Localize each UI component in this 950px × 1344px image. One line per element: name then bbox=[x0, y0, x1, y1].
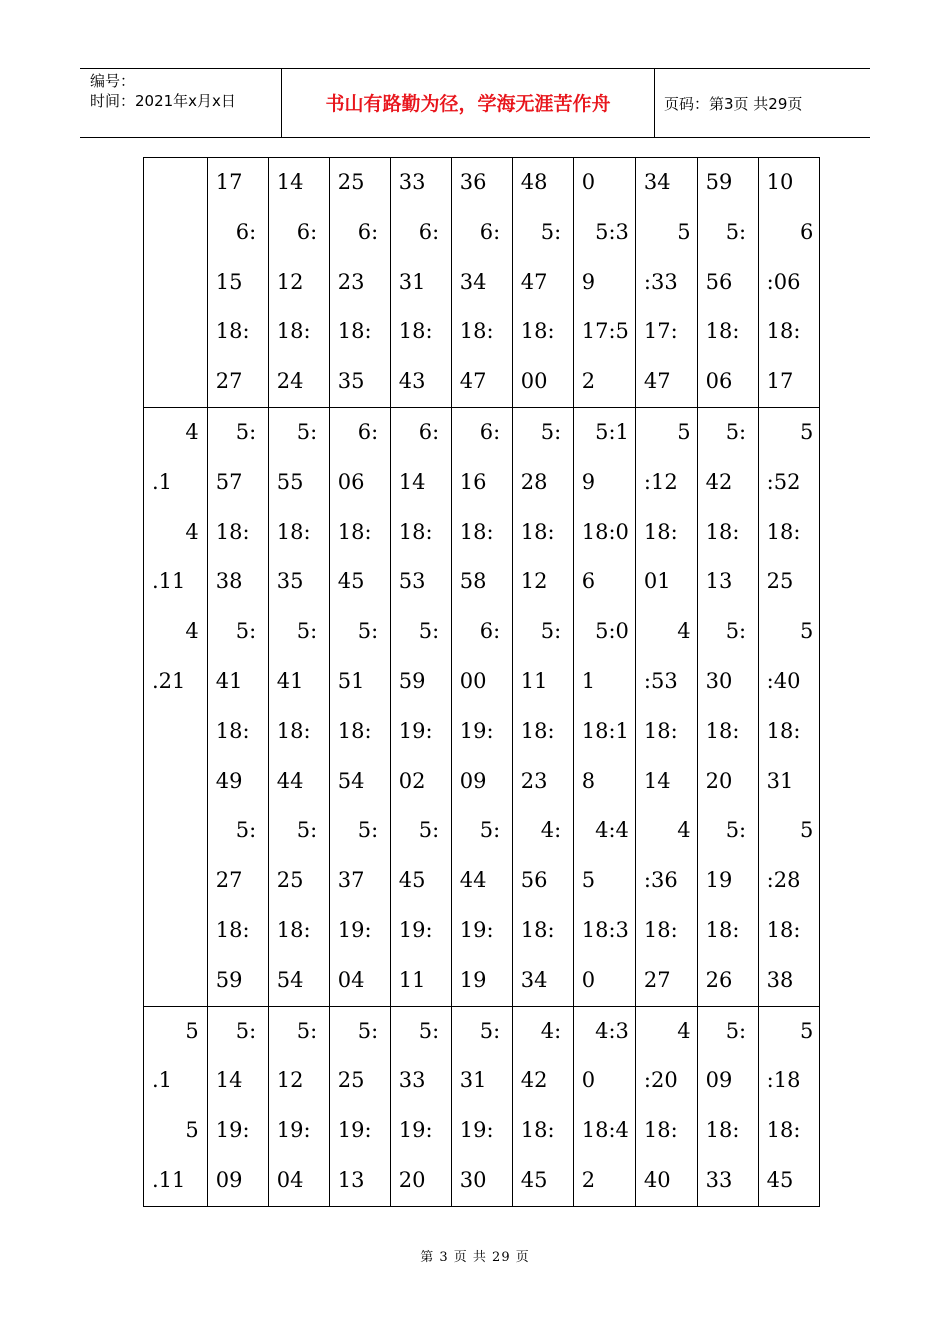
time-cell bbox=[390, 407, 451, 1006]
date-cell bbox=[144, 407, 208, 1006]
cell-line: 33 bbox=[398, 170, 426, 194]
cell-line: 4: bbox=[520, 1018, 562, 1043]
cell-line: 13 bbox=[705, 569, 733, 594]
cell-line: 53 bbox=[398, 569, 426, 594]
cell-line: 41 bbox=[276, 668, 304, 693]
cell-line: 5: bbox=[705, 1018, 747, 1043]
cell-line: 18: bbox=[705, 1118, 740, 1143]
cell-line: 18: bbox=[276, 718, 311, 743]
cell-line: 18: bbox=[215, 319, 250, 344]
cell-line: 0 bbox=[581, 170, 596, 194]
cell-line: 1 bbox=[581, 668, 596, 693]
time-cell bbox=[512, 1006, 573, 1206]
cell-line: 5 bbox=[766, 419, 814, 444]
time-cell bbox=[758, 1006, 820, 1206]
cell-line: 18: bbox=[520, 718, 555, 743]
cell-line: 47 bbox=[643, 369, 671, 394]
cell-line: 25 bbox=[276, 868, 304, 893]
cell-line: 06 bbox=[337, 469, 365, 494]
cell-line: 30 bbox=[459, 1167, 487, 1192]
cell-line: 47 bbox=[459, 369, 487, 394]
cell-line: 4: bbox=[520, 818, 562, 843]
cell-line: 4 bbox=[152, 419, 199, 444]
date-cell bbox=[144, 1006, 208, 1206]
cell-line: 18: bbox=[398, 519, 433, 544]
header-page-info: 页码：第3页 共29页 bbox=[664, 95, 803, 113]
cell-line: 31 bbox=[459, 1068, 487, 1093]
time-cell bbox=[329, 407, 390, 1006]
header-motto: 书山有路勤为径，学海无涯苦作舟 bbox=[325, 93, 611, 115]
cell-line: 19: bbox=[276, 1118, 311, 1143]
cell-line: 18: bbox=[766, 519, 801, 544]
cell-line: 17:5 bbox=[581, 319, 629, 344]
time-cell bbox=[635, 1006, 697, 1206]
cell-line: 18: bbox=[766, 319, 801, 344]
cell-line: 49 bbox=[215, 768, 243, 793]
cell-line: 19: bbox=[398, 718, 433, 743]
cell-line: 5: bbox=[705, 619, 747, 644]
cell-line: 14 bbox=[215, 1068, 243, 1093]
cell-line: 23 bbox=[337, 269, 365, 294]
time-cell bbox=[451, 1006, 512, 1206]
cell-line: 18:3 bbox=[581, 917, 629, 942]
cell-line: 5: bbox=[520, 219, 562, 244]
cell-line: 16 bbox=[459, 469, 487, 494]
cell-line: 19: bbox=[459, 718, 494, 743]
cell-line: :12 bbox=[643, 469, 678, 494]
cell-line: 35 bbox=[276, 569, 304, 594]
time-cell bbox=[390, 1006, 451, 1206]
cell-line: 31 bbox=[398, 269, 426, 294]
header-meta bbox=[90, 71, 236, 111]
cell-line: 5: bbox=[215, 619, 257, 644]
cell-line: 18: bbox=[520, 519, 555, 544]
cell-line: 5: bbox=[215, 1018, 257, 1043]
cell-line: 18: bbox=[643, 519, 678, 544]
cell-line: :52 bbox=[766, 469, 801, 494]
table-row bbox=[144, 407, 820, 1006]
time-cell bbox=[758, 158, 820, 408]
cell-line: 8 bbox=[581, 768, 596, 793]
cell-line: 5: bbox=[398, 619, 440, 644]
cell-line: 14 bbox=[276, 170, 304, 194]
date-cell bbox=[144, 158, 208, 408]
cell-line: 06 bbox=[705, 369, 733, 394]
cell-line: 18: bbox=[643, 718, 678, 743]
time-cell bbox=[329, 158, 390, 408]
cell-line: 54 bbox=[337, 768, 365, 793]
cell-line: 27 bbox=[215, 868, 243, 893]
cell-line: 15 bbox=[215, 269, 243, 294]
page-header bbox=[80, 68, 870, 138]
cell-line: 27 bbox=[643, 967, 671, 992]
cell-line: 17 bbox=[766, 369, 794, 394]
cell-line: 18: bbox=[766, 1118, 801, 1143]
cell-line: 5: bbox=[705, 219, 747, 244]
cell-line: 4 bbox=[643, 1018, 691, 1043]
cell-line: 18:1 bbox=[581, 718, 629, 743]
cell-line: 19: bbox=[459, 917, 494, 942]
cell-line: 12 bbox=[276, 269, 304, 294]
cell-line: 19 bbox=[705, 868, 733, 893]
time-cell bbox=[512, 407, 573, 1006]
time-cell bbox=[573, 407, 635, 1006]
cell-line: 48 bbox=[520, 170, 548, 194]
cell-line: 6: bbox=[459, 419, 501, 444]
cell-line: 19: bbox=[337, 917, 372, 942]
cell-line: 12 bbox=[520, 569, 548, 594]
cell-line: 18: bbox=[215, 519, 250, 544]
cell-line: 5: bbox=[276, 619, 318, 644]
cell-line: 45 bbox=[398, 868, 426, 893]
cell-line: 00 bbox=[520, 369, 548, 394]
cell-line: 33 bbox=[705, 1167, 733, 1192]
cell-line: 5: bbox=[276, 419, 318, 444]
time-cell bbox=[329, 1006, 390, 1206]
cell-line: 9 bbox=[581, 269, 596, 294]
cell-line: 00 bbox=[459, 668, 487, 693]
cell-line: 5: bbox=[276, 818, 318, 843]
cell-line: 30 bbox=[705, 668, 733, 693]
cell-line: 25 bbox=[337, 1068, 365, 1093]
cell-line: 0 bbox=[581, 967, 596, 992]
cell-line: 5: bbox=[520, 419, 562, 444]
cell-line: 6: bbox=[337, 419, 379, 444]
cell-line: 37 bbox=[337, 868, 365, 893]
table-row bbox=[144, 1006, 820, 1206]
cell-line: 18:0 bbox=[581, 519, 629, 544]
cell-line: 57 bbox=[215, 469, 243, 494]
time-cell bbox=[697, 158, 758, 408]
time-cell bbox=[451, 407, 512, 1006]
cell-line: 18: bbox=[215, 917, 250, 942]
cell-line: 38 bbox=[766, 967, 794, 992]
cell-line: 09 bbox=[705, 1068, 733, 1093]
cell-line: 34 bbox=[520, 967, 548, 992]
cell-line: 26 bbox=[705, 967, 733, 992]
cell-line: :20 bbox=[643, 1068, 678, 1093]
cell-line: 18:4 bbox=[581, 1118, 629, 1143]
time-cell bbox=[573, 1006, 635, 1206]
time-cell bbox=[390, 158, 451, 408]
time-cell bbox=[268, 158, 329, 408]
cell-line: 09 bbox=[459, 768, 487, 793]
cell-line: 31 bbox=[766, 768, 794, 793]
cell-line: 5: bbox=[276, 1018, 318, 1043]
cell-line: 5: bbox=[215, 419, 257, 444]
cell-line: 14 bbox=[643, 768, 671, 793]
cell-line: 18: bbox=[705, 718, 740, 743]
time-label: 时间：2021年x月x日 bbox=[90, 92, 236, 110]
cell-line: 38 bbox=[215, 569, 243, 594]
cell-line: 40 bbox=[643, 1167, 671, 1192]
time-cell bbox=[512, 158, 573, 408]
cell-line: 4:4 bbox=[581, 818, 629, 843]
cell-line: 59 bbox=[398, 668, 426, 693]
cell-line: .1 bbox=[152, 1068, 173, 1093]
cell-line: 18: bbox=[643, 1118, 678, 1143]
sunrise-sunset-table bbox=[143, 157, 820, 1207]
cell-line: 5: bbox=[459, 1018, 501, 1043]
cell-line: 6 bbox=[581, 569, 596, 594]
cell-line: 4 bbox=[643, 818, 691, 843]
cell-line: 04 bbox=[337, 967, 365, 992]
cell-line: 45 bbox=[766, 1167, 794, 1192]
cell-line: 18: bbox=[276, 519, 311, 544]
cell-line: 6: bbox=[398, 419, 440, 444]
cell-line: 6: bbox=[215, 219, 257, 244]
cell-line: 54 bbox=[276, 967, 304, 992]
cell-line: 18: bbox=[459, 519, 494, 544]
cell-line: 5 bbox=[152, 1018, 199, 1043]
cell-line: 18: bbox=[276, 319, 311, 344]
cell-line: 34 bbox=[643, 170, 671, 194]
header-divider bbox=[654, 69, 655, 137]
cell-line: 11 bbox=[398, 967, 426, 992]
cell-line: 6 bbox=[766, 219, 814, 244]
cell-line: 18: bbox=[520, 319, 555, 344]
cell-line: 42 bbox=[520, 1068, 548, 1093]
cell-line: 19: bbox=[337, 1118, 372, 1143]
cell-line: 28 bbox=[520, 469, 548, 494]
cell-line: 45 bbox=[337, 569, 365, 594]
cell-line: 5 bbox=[766, 619, 814, 644]
time-cell bbox=[758, 407, 820, 1006]
cell-line: 5: bbox=[398, 1018, 440, 1043]
cell-line: 18: bbox=[705, 917, 740, 942]
cell-line: 14 bbox=[398, 469, 426, 494]
cell-line: 18: bbox=[276, 917, 311, 942]
time-cell bbox=[207, 1006, 268, 1206]
cell-line: 35 bbox=[337, 369, 365, 394]
cell-line: 5 bbox=[643, 419, 691, 444]
cell-line: 56 bbox=[705, 269, 733, 294]
cell-line: 24 bbox=[276, 369, 304, 394]
cell-line: 18: bbox=[398, 319, 433, 344]
cell-line: 5:1 bbox=[581, 419, 629, 444]
cell-line: 5: bbox=[337, 1018, 379, 1043]
cell-line: 59 bbox=[705, 170, 733, 194]
cell-line: 51 bbox=[337, 668, 365, 693]
cell-line: 4 bbox=[643, 619, 691, 644]
cell-line: 5 bbox=[581, 868, 596, 893]
table-body bbox=[144, 158, 820, 1207]
cell-line: 6: bbox=[337, 219, 379, 244]
cell-line: 58 bbox=[459, 569, 487, 594]
time-cell bbox=[207, 407, 268, 1006]
cell-line: 04 bbox=[276, 1167, 304, 1192]
cell-line: 5: bbox=[705, 419, 747, 444]
cell-line: :28 bbox=[766, 868, 801, 893]
cell-line: 45 bbox=[520, 1167, 548, 1192]
cell-line: 6: bbox=[459, 219, 501, 244]
cell-line: 18: bbox=[337, 519, 372, 544]
cell-line: :18 bbox=[766, 1068, 801, 1093]
cell-line: 0 bbox=[581, 1068, 596, 1093]
cell-line: 19: bbox=[398, 1118, 433, 1143]
cell-line: 43 bbox=[398, 369, 426, 394]
cell-line: :53 bbox=[643, 668, 678, 693]
cell-line: 13 bbox=[337, 1167, 365, 1192]
cell-line: 25 bbox=[337, 170, 365, 194]
cell-line: 25 bbox=[766, 569, 794, 594]
cell-line: 5:3 bbox=[581, 219, 629, 244]
cell-line: 2 bbox=[581, 369, 596, 394]
time-cell bbox=[635, 158, 697, 408]
cell-line: 5: bbox=[337, 619, 379, 644]
cell-line: 5: bbox=[520, 619, 562, 644]
cell-line: 59 bbox=[215, 967, 243, 992]
cell-line: 5 bbox=[766, 1018, 814, 1043]
cell-line: 56 bbox=[520, 868, 548, 893]
cell-line: 42 bbox=[705, 469, 733, 494]
cell-line: 09 bbox=[215, 1167, 243, 1192]
cell-line: 18: bbox=[705, 519, 740, 544]
time-cell bbox=[207, 158, 268, 408]
cell-line: 5: bbox=[398, 818, 440, 843]
cell-line: 18: bbox=[643, 917, 678, 942]
cell-line: :33 bbox=[643, 269, 678, 294]
number-label: 编号： bbox=[90, 72, 136, 90]
time-cell bbox=[697, 1006, 758, 1206]
cell-line: 19: bbox=[215, 1118, 250, 1143]
cell-line: 4 bbox=[152, 519, 199, 544]
time-cell bbox=[268, 1006, 329, 1206]
cell-line: 19: bbox=[459, 1118, 494, 1143]
cell-line: 18: bbox=[520, 917, 555, 942]
cell-line: 44 bbox=[276, 768, 304, 793]
cell-line: 5: bbox=[459, 818, 501, 843]
cell-line: 55 bbox=[276, 469, 304, 494]
cell-line: 19: bbox=[398, 917, 433, 942]
cell-line: :36 bbox=[643, 868, 678, 893]
cell-line: 9 bbox=[581, 469, 596, 494]
cell-line: 20 bbox=[705, 768, 733, 793]
cell-line: 19 bbox=[459, 967, 487, 992]
cell-line: 18: bbox=[766, 917, 801, 942]
cell-line: 10 bbox=[766, 170, 794, 194]
page-footer: 第 3 页 共 29 页 bbox=[420, 1250, 530, 1265]
cell-line: 20 bbox=[398, 1167, 426, 1192]
cell-line: 6: bbox=[398, 219, 440, 244]
cell-line: 5 bbox=[643, 219, 691, 244]
cell-line: .11 bbox=[152, 1167, 186, 1192]
cell-line: 5 bbox=[766, 818, 814, 843]
cell-line: 17: bbox=[643, 319, 678, 344]
cell-line: 6: bbox=[276, 219, 318, 244]
time-cell bbox=[268, 407, 329, 1006]
cell-line: 17 bbox=[215, 170, 243, 194]
time-cell bbox=[697, 407, 758, 1006]
cell-line: .21 bbox=[152, 668, 186, 693]
cell-line: 5: bbox=[705, 818, 747, 843]
cell-line: 5: bbox=[215, 818, 257, 843]
cell-line: :06 bbox=[766, 269, 801, 294]
cell-line: 44 bbox=[459, 868, 487, 893]
cell-line: 18: bbox=[215, 718, 250, 743]
cell-line: 18: bbox=[520, 1118, 555, 1143]
cell-line: 5:0 bbox=[581, 619, 629, 644]
cell-line: 23 bbox=[520, 768, 548, 793]
time-cell bbox=[635, 407, 697, 1006]
time-cell bbox=[451, 158, 512, 408]
cell-line: 5 bbox=[152, 1118, 199, 1143]
cell-line: 18: bbox=[459, 319, 494, 344]
cell-line: 11 bbox=[520, 668, 548, 693]
cell-line: 34 bbox=[459, 269, 487, 294]
cell-line: 33 bbox=[398, 1068, 426, 1093]
cell-line: 02 bbox=[398, 768, 426, 793]
time-cell bbox=[573, 158, 635, 408]
cell-line: 18: bbox=[705, 319, 740, 344]
cell-line: .1 bbox=[152, 469, 173, 494]
cell-line: 6: bbox=[459, 619, 501, 644]
cell-line: 2 bbox=[581, 1167, 596, 1192]
cell-line: 18: bbox=[337, 718, 372, 743]
cell-line: :40 bbox=[766, 668, 801, 693]
cell-line: 5: bbox=[337, 818, 379, 843]
cell-line: 4 bbox=[152, 619, 199, 644]
cell-line: 18: bbox=[337, 319, 372, 344]
cell-line: 12 bbox=[276, 1068, 304, 1093]
cell-line: .11 bbox=[152, 569, 186, 594]
cell-line: 18: bbox=[766, 718, 801, 743]
cell-line: 01 bbox=[643, 569, 671, 594]
cell-line: 47 bbox=[520, 269, 548, 294]
cell-line: 41 bbox=[215, 668, 243, 693]
cell-line: 27 bbox=[215, 369, 243, 394]
table-row bbox=[144, 158, 820, 408]
cell-line: 36 bbox=[459, 170, 487, 194]
cell-line: 4:3 bbox=[581, 1018, 629, 1043]
